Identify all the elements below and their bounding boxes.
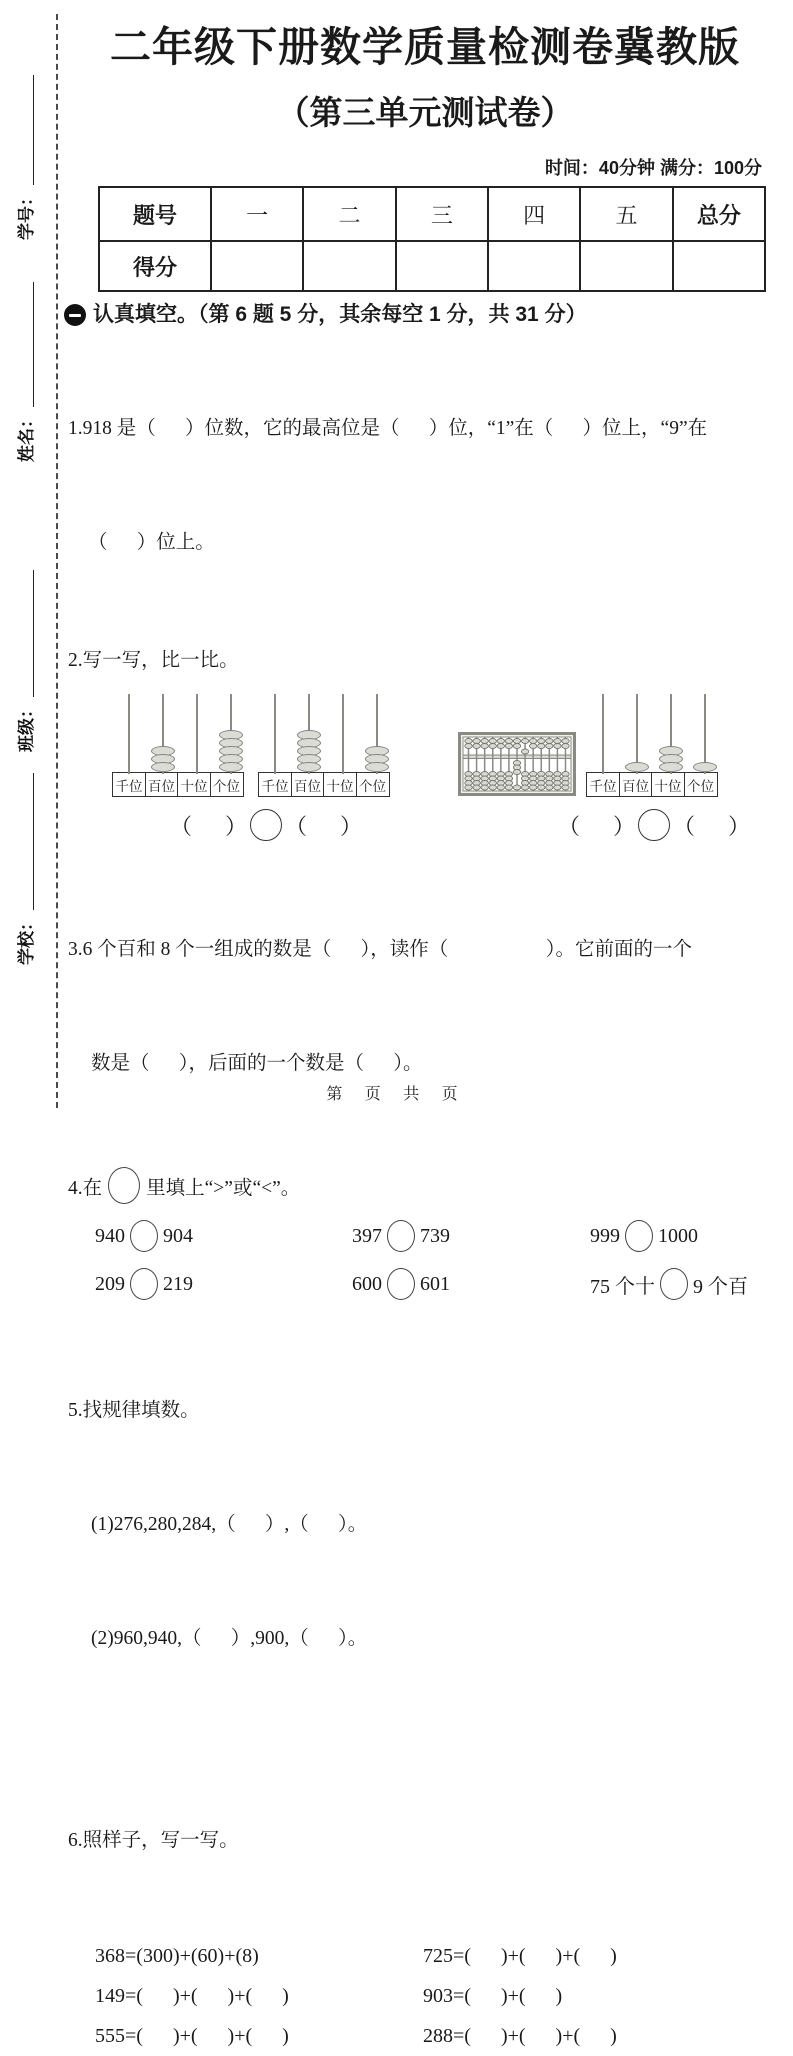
number: 904 [163,1224,193,1247]
place-label: 千位 [586,772,620,797]
question-number-label: 题号 [99,187,211,241]
decompose-item: 368=(300)+(60)+(8) [95,1945,259,1968]
number: 601 [420,1272,450,1295]
question-5 [68,1316,788,1734]
comparison-circle [130,1220,158,1252]
score-cell [396,241,488,291]
school-label: 学校： [17,914,36,965]
class-blank-line [29,570,34,697]
place-label: 十位 [177,772,211,797]
student-id-field [12,75,37,240]
comparison-circle [250,809,282,841]
paper-subtitle: （第三单元测试卷） [276,94,574,132]
paper-title: 二年级下册数学质量检测卷冀教版 [110,24,740,70]
student-name-blank-line [29,282,34,407]
section-one-title: 认真填空。（第 6 题 5 分，其余每空 1 分，共 31 分） [93,303,587,327]
place-label: 百位 [145,772,179,797]
decompose-item: 555=( )+( )+( ) [95,2025,289,2048]
blank-parens: （ ） [170,813,248,839]
place-label: 个位 [356,772,390,797]
place-label: 千位 [258,772,292,797]
q6-row-2 [95,1976,788,2016]
q4-prefix: 4.在 [68,1177,103,1199]
compare-item [352,1268,590,1300]
decompose-item: 903=( )+( ) [423,1985,563,2008]
decompose-item: 725=( )+( )+( ) [423,1945,617,1968]
col-total: 总分 [673,187,765,241]
decompose-item: 288=( )+( )+( ) [423,2025,617,2048]
question-5-line2: (2)960,940,（ ）,900,（ ）。 [91,1628,368,1650]
place-value-counter [112,694,248,797]
question-1-line1: 1.918 是（ ）位数，它的最高位是（ ）位，“1”在（ ）位上，“9”在 [68,418,708,440]
q4-suffix: 里填上“>”或“<”。 [146,1177,301,1199]
place-label: 十位 [323,772,357,797]
badge-bar [69,314,81,317]
place-label: 百位 [291,772,325,797]
score-cell [673,241,765,291]
q4-row-2 [95,1268,788,1300]
comparison-circle [638,809,670,841]
col-two: 二 [303,187,395,241]
number: 219 [163,1272,193,1295]
student-name-label: 姓名： [17,411,36,462]
q6-row-1 [95,1936,788,1976]
score-cell [488,241,580,291]
number: 209 [95,1272,125,1295]
q2-compare-right [558,809,750,841]
question-2-label: 2.写一写，比一比。 [68,650,239,672]
comparison-circle [387,1268,415,1300]
score-table [98,186,766,292]
comparison-circle [660,1268,688,1300]
number: 9 个百 [693,1275,748,1298]
score-cell [580,241,672,291]
number: 940 [95,1224,125,1247]
compare-item [95,1220,352,1252]
class-field [12,570,37,752]
abacus-image [458,732,576,796]
number: 75 个十 [590,1275,655,1298]
question-3-line2: 数是（ ），后面的一个数是（ ）。 [91,1053,423,1075]
col-five: 五 [580,187,672,241]
place-value-counter [586,694,722,797]
decompose-item: 149=( )+( )+( ) [95,1985,289,2008]
comparison-circle [625,1220,653,1252]
paper-content [62,0,788,2056]
question-2-figures [112,694,788,797]
compare-item [590,1220,788,1252]
comparison-circle [130,1268,158,1300]
question-1-line2: （ ）位上。 [88,532,215,554]
compare-item [590,1268,788,1300]
blank-parens: （ ） [673,813,751,839]
comparison-circle [108,1167,140,1204]
question-6-label: 6.照样子，写一写。 [68,1830,239,1852]
student-name-field [12,282,37,462]
place-label: 个位 [210,772,244,797]
question-3-line1: 3.6 个百和 8 个一组成的数是（ ），读作（ ）。它前面的一个 [68,939,693,961]
place-label: 十位 [651,772,685,797]
score-table-score-row [99,241,765,291]
question-6 [68,1746,788,1936]
number: 397 [352,1224,382,1247]
page-footer: 第 页 共 页 [326,1086,467,1103]
question-4-label [68,1167,788,1204]
score-table-header-row [99,187,765,241]
place-label: 千位 [112,772,146,797]
comparison-circle [387,1220,415,1252]
col-one: 一 [211,187,303,241]
compare-item [95,1268,352,1300]
score-cell [303,241,395,291]
number: 1000 [658,1224,698,1247]
section-one-badge-icon [64,304,86,326]
number: 999 [590,1224,620,1247]
blank-parens: （ ） [558,813,636,839]
q2-compare-left [170,809,362,841]
school-blank-line [29,773,34,910]
question-2-answers [62,809,788,841]
col-three: 三 [396,187,488,241]
compare-item [352,1220,590,1252]
student-id-label: 学号： [17,189,36,240]
q4-row-1 [95,1220,788,1252]
question-3 [68,855,788,1159]
student-id-blank-line [29,75,34,185]
score-label: 得分 [99,241,211,291]
section-one-heading [64,302,788,328]
q6-row-3 [95,2016,788,2056]
q2-left-pair [112,694,394,797]
score-cell [211,241,303,291]
q2-right-pair [458,694,722,797]
time-score-info: 时间：40分钟 满分：100分 [544,158,762,179]
question-1 [68,334,788,638]
place-label: 百位 [619,772,653,797]
place-label: 个位 [684,772,718,797]
col-four: 四 [488,187,580,241]
school-field [12,773,37,965]
place-value-counter [258,694,394,797]
number: 739 [420,1224,450,1247]
dashed-cut-line [56,14,58,1108]
question-5-line1: (1)276,280,284,（ ）,（ ）。 [91,1514,368,1536]
blank-parens: （ ） [285,813,363,839]
number: 600 [352,1272,382,1295]
question-5-label: 5.找规律填数。 [68,1400,200,1422]
class-label: 班级： [17,701,36,752]
